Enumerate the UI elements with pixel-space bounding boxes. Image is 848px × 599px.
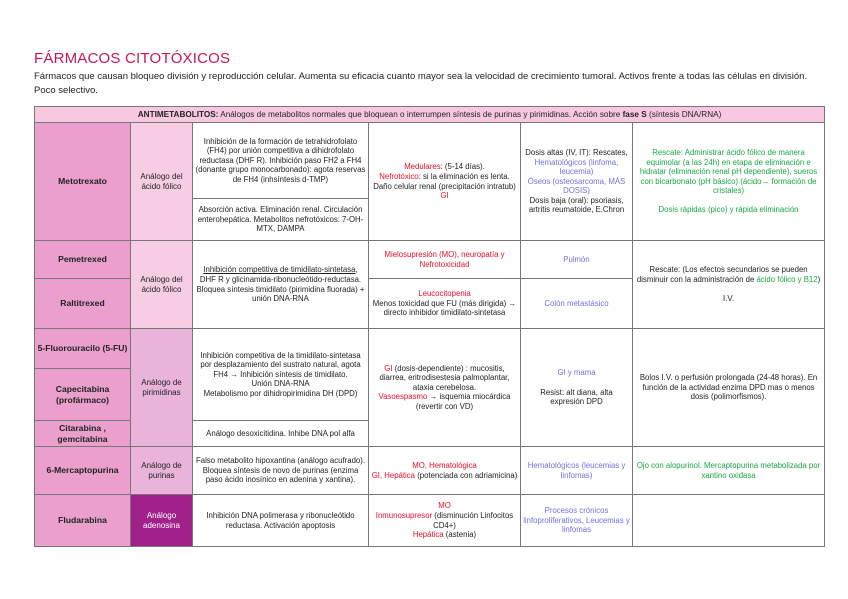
indication-cell: Procesos crónicos linfoproliferativos, Leucemias y linfomas bbox=[521, 495, 633, 547]
rescue-text: Dosis rápidas (pico) y rápida eliminación bbox=[658, 205, 799, 215]
header-phase: fase S bbox=[622, 109, 647, 119]
antimetabolitos-table bbox=[34, 106, 825, 547]
toxicity-cell: Mielosupresión (MO), neuropatía y Nefrotoxicidad bbox=[369, 241, 521, 279]
tox-label: GI bbox=[440, 191, 449, 201]
mechanism-text: , DHF R y glicinamida-ribonucleótido-reductasa. Bloquea síntesis timidilato (pirimidina fluorada) + unión DNA-RNA bbox=[196, 265, 365, 304]
drug-name: Metotrexato bbox=[35, 123, 131, 241]
toxicity-cell bbox=[369, 447, 521, 495]
indication-cell: Pulmón bbox=[521, 241, 633, 279]
rescue-text: Rescate: (Los efectos secundarios se pueden disminuir con la administración de bbox=[636, 265, 808, 284]
mechanism-cell bbox=[193, 241, 369, 329]
tox-label: Leucocitopenia bbox=[418, 289, 471, 299]
rescue-cell: Ojo con alopurinol. Mercaptopurina metabolizada por xantino oxidasa bbox=[633, 447, 825, 495]
drug-name: 6-Mercaptopurina bbox=[35, 447, 131, 495]
mechanism-text: Metabolismo por dihidropirimidina DH (DPD) bbox=[203, 388, 358, 398]
drug-group: Análogo del ácido fólico bbox=[131, 241, 193, 329]
tox-label: Medulares bbox=[404, 162, 441, 172]
tox-text: (potenciada con adriamicina) bbox=[415, 470, 518, 480]
tox-text: → isquemia miocárdica (revertir con VD) bbox=[415, 392, 511, 411]
drug-name: 5-Fluorouracilo (5-FU) bbox=[35, 329, 131, 369]
header-label: ANTIMETABOLITOS: bbox=[137, 109, 219, 119]
drug-name: Citarabina , gemcitabina bbox=[35, 421, 131, 447]
indication-text: Dosis altas (IV, IT): Rescates, bbox=[525, 147, 628, 157]
rescue-cell bbox=[633, 123, 825, 241]
table-row bbox=[35, 123, 825, 199]
rescue-highlight: ácido fólico y B12 bbox=[756, 274, 818, 284]
mechanism-cell bbox=[193, 329, 369, 421]
table-header-cell bbox=[35, 107, 825, 123]
mechanism-cell: Inhibición de la formación de tetrahidrofolato (FH4) por unión competitiva a dihidrofolato reductasa (DHF R). Inhibición paso FH2 a FH4 (donante grupo monocarbonado): agota reservas de FH4 (inhsíntesis d-TMP) bbox=[193, 123, 369, 199]
drug-name: Fludarabina bbox=[35, 495, 131, 547]
rescue-text: Rescate: Administrar ácido fólico de manera equimolar (a las 24h) en etapa de eliminación e hidratar (eliminación renal pH dependiente), sueros con bicarbonato (pH básico) (ácido→ formación de cristales) bbox=[639, 147, 818, 196]
tox-label: Nefrotóxico bbox=[379, 171, 419, 181]
mechanism-highlight: Inhibición competitiva de timidilato-sintetasa bbox=[203, 265, 356, 275]
tox-label: Vasoespasmo bbox=[378, 392, 428, 402]
table-row bbox=[35, 329, 825, 369]
tox-label: Hepática bbox=[412, 530, 444, 540]
mechanism-text: Unión DNA-RNA bbox=[251, 379, 310, 389]
indication-cell bbox=[521, 123, 633, 241]
drug-group: Análogo de purinas bbox=[131, 447, 193, 495]
rescue-cell: Bolos I.V. o perfusión prolongada (24-48 horas). En función de la actividad enzima DPD mas o menos dosis (polimorfismos). bbox=[633, 329, 825, 447]
table-row bbox=[35, 447, 825, 495]
mechanism-cell: Falso metabolito hipoxantina (análogo acufrado). Bloquea síntesis de novo de purinas (enzima paso ácido inosínico en adenina y xantina). bbox=[193, 447, 369, 495]
rescue-cell bbox=[633, 495, 825, 547]
drug-group: Análogo adenosina bbox=[131, 495, 193, 547]
indication-cell: Hematológicos (leucemias y linfomas) bbox=[521, 447, 633, 495]
table-row bbox=[35, 495, 825, 547]
tox-text: : (5-14 días). bbox=[440, 162, 485, 172]
indication-text: Resist: alt diana, alta expresión DPD bbox=[540, 387, 613, 407]
indication-text: Dosis baja (oral): psoriasis, artritis reumatoide, E.Chron bbox=[528, 195, 625, 215]
tox-label: Inmunosupresor bbox=[375, 510, 433, 520]
mechanism-text: Inhibición competitiva de la timidilato-sintetasa por desplazamiento del sustrato natural, agota FH4 → Inhibición síntesis de timidilato. bbox=[200, 350, 361, 379]
toxicity-cell bbox=[369, 123, 521, 241]
toxicity-cell bbox=[369, 495, 521, 547]
indication-text: Hematológicos (linfoma, leucemia) bbox=[534, 157, 619, 177]
page-title: FÁRMACOS CITOTÓXICOS bbox=[34, 50, 231, 67]
table-header-row bbox=[35, 107, 825, 123]
mechanism-cell: Inhibición DNA polimerasa y ribonucleótido reductasa. Activación apoptosis bbox=[193, 495, 369, 547]
toxicity-cell bbox=[369, 329, 521, 447]
tox-label: GI, Hepática bbox=[371, 470, 416, 480]
mechanism-cell: Análogo desoxicitidina. Inhibe DNA pol alfa bbox=[193, 421, 369, 447]
tox-text: Menos toxicidad que FU (más dirigida) → directo inhibidor timidilato-sintetasa bbox=[372, 298, 517, 318]
tox-text: (disminución Linfocitos CD4+) bbox=[432, 510, 514, 530]
drug-name: Raltitrexed bbox=[35, 279, 131, 329]
drug-group: Análogo de pirimidinas bbox=[131, 329, 193, 447]
mechanism-cell: Absorción activa. Eliminación renal. Circulación enterohepática. Metabolitos nefrotóxicos: 7-OH-MTX, DAMPA bbox=[193, 199, 369, 241]
tox-text: (dosis-dependiente) : mucositis, diarrea, eritrodisestesia palmoplantar, ataxia cerebelosa. bbox=[379, 363, 510, 392]
tox-label: MO, Hematológica bbox=[412, 460, 477, 470]
tox-text: : si la eliminación es lenta. Daño celular renal (precipitación intratub) bbox=[373, 171, 516, 191]
tox-label: GI bbox=[384, 363, 393, 373]
indication-text: GI y mama bbox=[557, 368, 596, 378]
indication-cell bbox=[521, 329, 633, 447]
indication-cell: Colón metastásico bbox=[521, 279, 633, 329]
table-row bbox=[35, 241, 825, 279]
drug-name: Capecitabina (profármaco) bbox=[35, 369, 131, 421]
intro-paragraph: Fármacos que causan bloqueo división y reproducción celular. Aumenta su eficacia cuanto mayor sea la velocidad de crecimiento tumoral. Activos frente a todas las células en división. Poco selectivo. bbox=[34, 71, 808, 96]
drug-name: Pemetrexed bbox=[35, 241, 131, 279]
rescue-text: I.V. bbox=[723, 294, 735, 304]
rescue-text: ) bbox=[817, 274, 821, 284]
rescue-cell bbox=[633, 241, 825, 329]
toxicity-cell bbox=[369, 279, 521, 329]
header-tail: (síntesis DNA/RNA) bbox=[646, 109, 722, 119]
drug-group: Análogo del ácido fólico bbox=[131, 123, 193, 241]
indication-text: Óseos (osteosarcoma, MÁS DOSIS) bbox=[527, 176, 626, 196]
header-text: Análogos de metabolitos normales que bloquean o interrumpen síntesis de purinas y pirimidinas. Acción sobre bbox=[218, 109, 623, 119]
tox-label: MO bbox=[438, 501, 451, 511]
tox-text: (astenia) bbox=[443, 530, 477, 540]
